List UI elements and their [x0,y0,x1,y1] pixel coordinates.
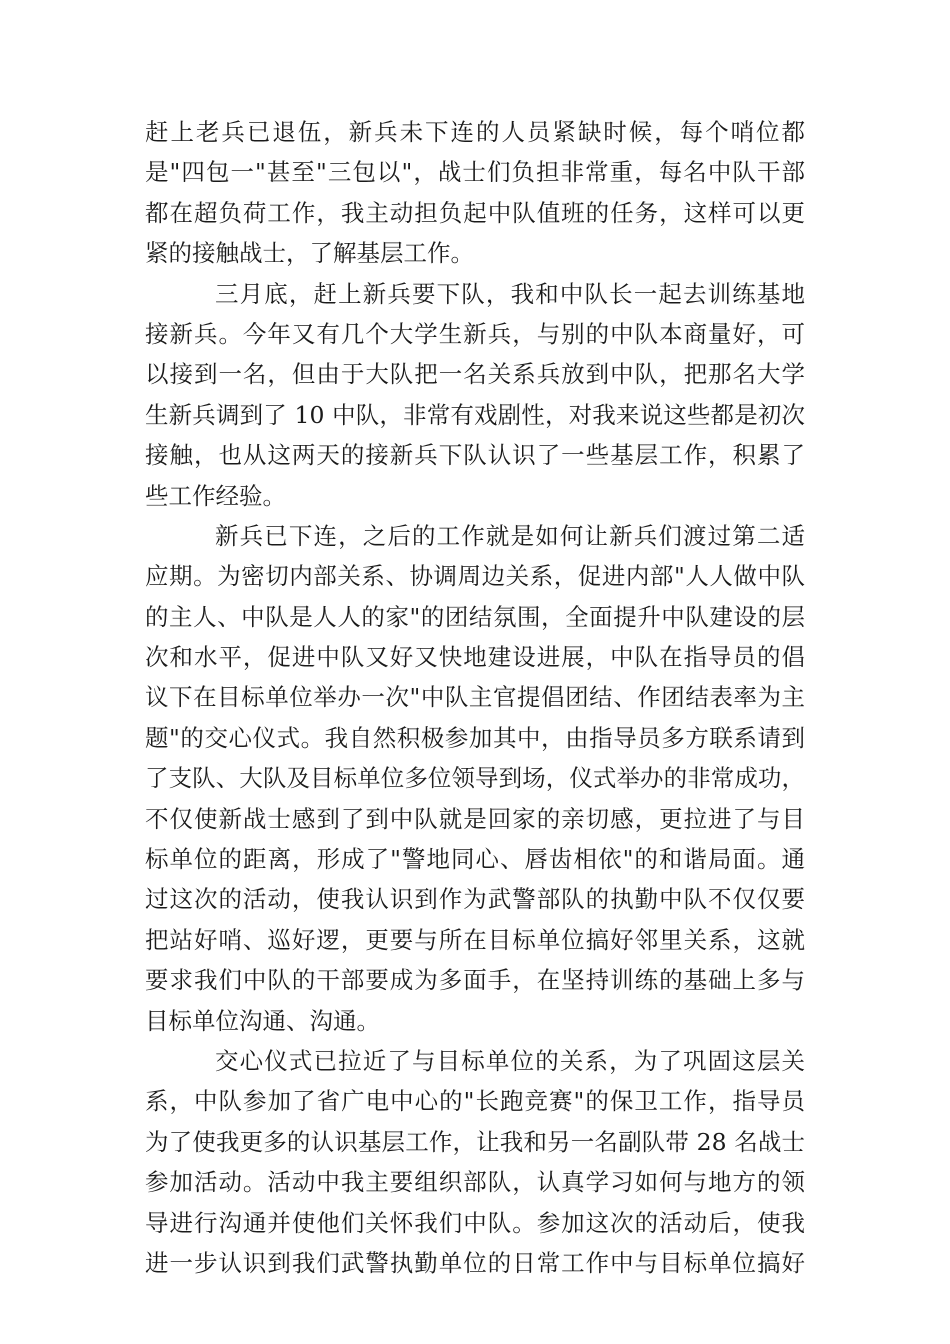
document-body [145,112,805,1283]
text-line: 都在超负荷工作，我主动担负起中队值班的任务，这样可以更 [145,198,805,227]
text-line: 赶上老兵已退伍，新兵未下连的人员紧缺时候，每个哨位都 [145,118,805,146]
paragraph [145,112,805,274]
text-line: 接新兵。今年又有几个大学生新兵，与别的中队本商量好，可 [145,319,805,348]
text-line: 了支队、大队及目标单位多位领导到场，仪式举办的非常成功， [145,764,805,793]
text-line: 目标单位沟通、沟通。 [145,1006,380,1035]
text-line: 接触，也从这两天的接新兵下队认识了一些基层工作，积累了 [145,441,805,470]
text-line: 要求我们中队的干部要成为多面手，在坚持训练的基础上多与 [145,966,805,995]
paragraph [145,274,805,516]
text-line: 议下在目标单位举办一次"中队主官提倡团结、作团结表率为主 [145,683,805,712]
text-line: 三月底，赶上新兵要下队，我和中队长一起去训练基地 [215,279,805,308]
text-line: 生新兵调到了 10 中队，非常有戏剧性，对我来说这些都是初次 [145,400,805,429]
text-line: 过这次的活动，使我认识到作为武警部队的执勤中队不仅仅要 [145,885,805,914]
text-line: 把站好哨、巡好逻，更要与所在目标单位搞好邻里关系，这就 [145,925,805,954]
text-line: 的主人、中队是人人的家"的团结氛围，全面提升中队建设的层 [145,602,805,631]
text-line: 不仅使新战士感到了到中队就是回家的亲切感，更拉进了与目 [145,804,805,833]
text-line: 次和水平，促进中队又好又快地建设进展，中队在指导员的倡 [145,643,805,672]
text-line: 交心仪式已拉近了与目标单位的关系，为了巩固这层关 [215,1046,805,1075]
text-line: 系，中队参加了省广电中心的"长跑竞赛"的保卫工作，指导员 [145,1087,805,1116]
text-line: 以接到一名，但由于大队把一名关系兵放到中队，把那名大学 [145,360,805,389]
paragraph [145,1041,805,1283]
text-line: 是"四包一"甚至"三包以"，战士们负担非常重，每名中队干部 [145,158,805,187]
text-line: 紧的接触战士，了解基层工作。 [145,239,474,268]
text-line: 进一步认识到我们武警执勤单位的日常工作中与目标单位搞好 [145,1248,805,1277]
text-line: 题"的交心仪式。我自然积极参加其中，由指导员多方联系请到 [145,723,805,752]
text-line: 为了使我更多的认识基层工作，让我和另一名副队带 28 名战士 [145,1127,805,1156]
text-line: 参加活动。活动中我主要组织部队，认真学习如何与地方的领 [145,1168,805,1197]
text-line: 些工作经验。 [145,481,286,510]
text-line: 应期。为密切内部关系、协调周边关系，促进内部"人人做中队 [145,562,805,591]
text-line: 新兵已下连，之后的工作就是如何让新兵们渡过第二适 [215,521,805,550]
text-line: 导进行沟通并使他们关怀我们中队。参加这次的活动后，使我 [145,1208,805,1237]
paragraph [145,516,805,1041]
text-line: 标单位的距离，形成了"警地同心、唇齿相依"的和谐局面。通 [145,845,805,874]
